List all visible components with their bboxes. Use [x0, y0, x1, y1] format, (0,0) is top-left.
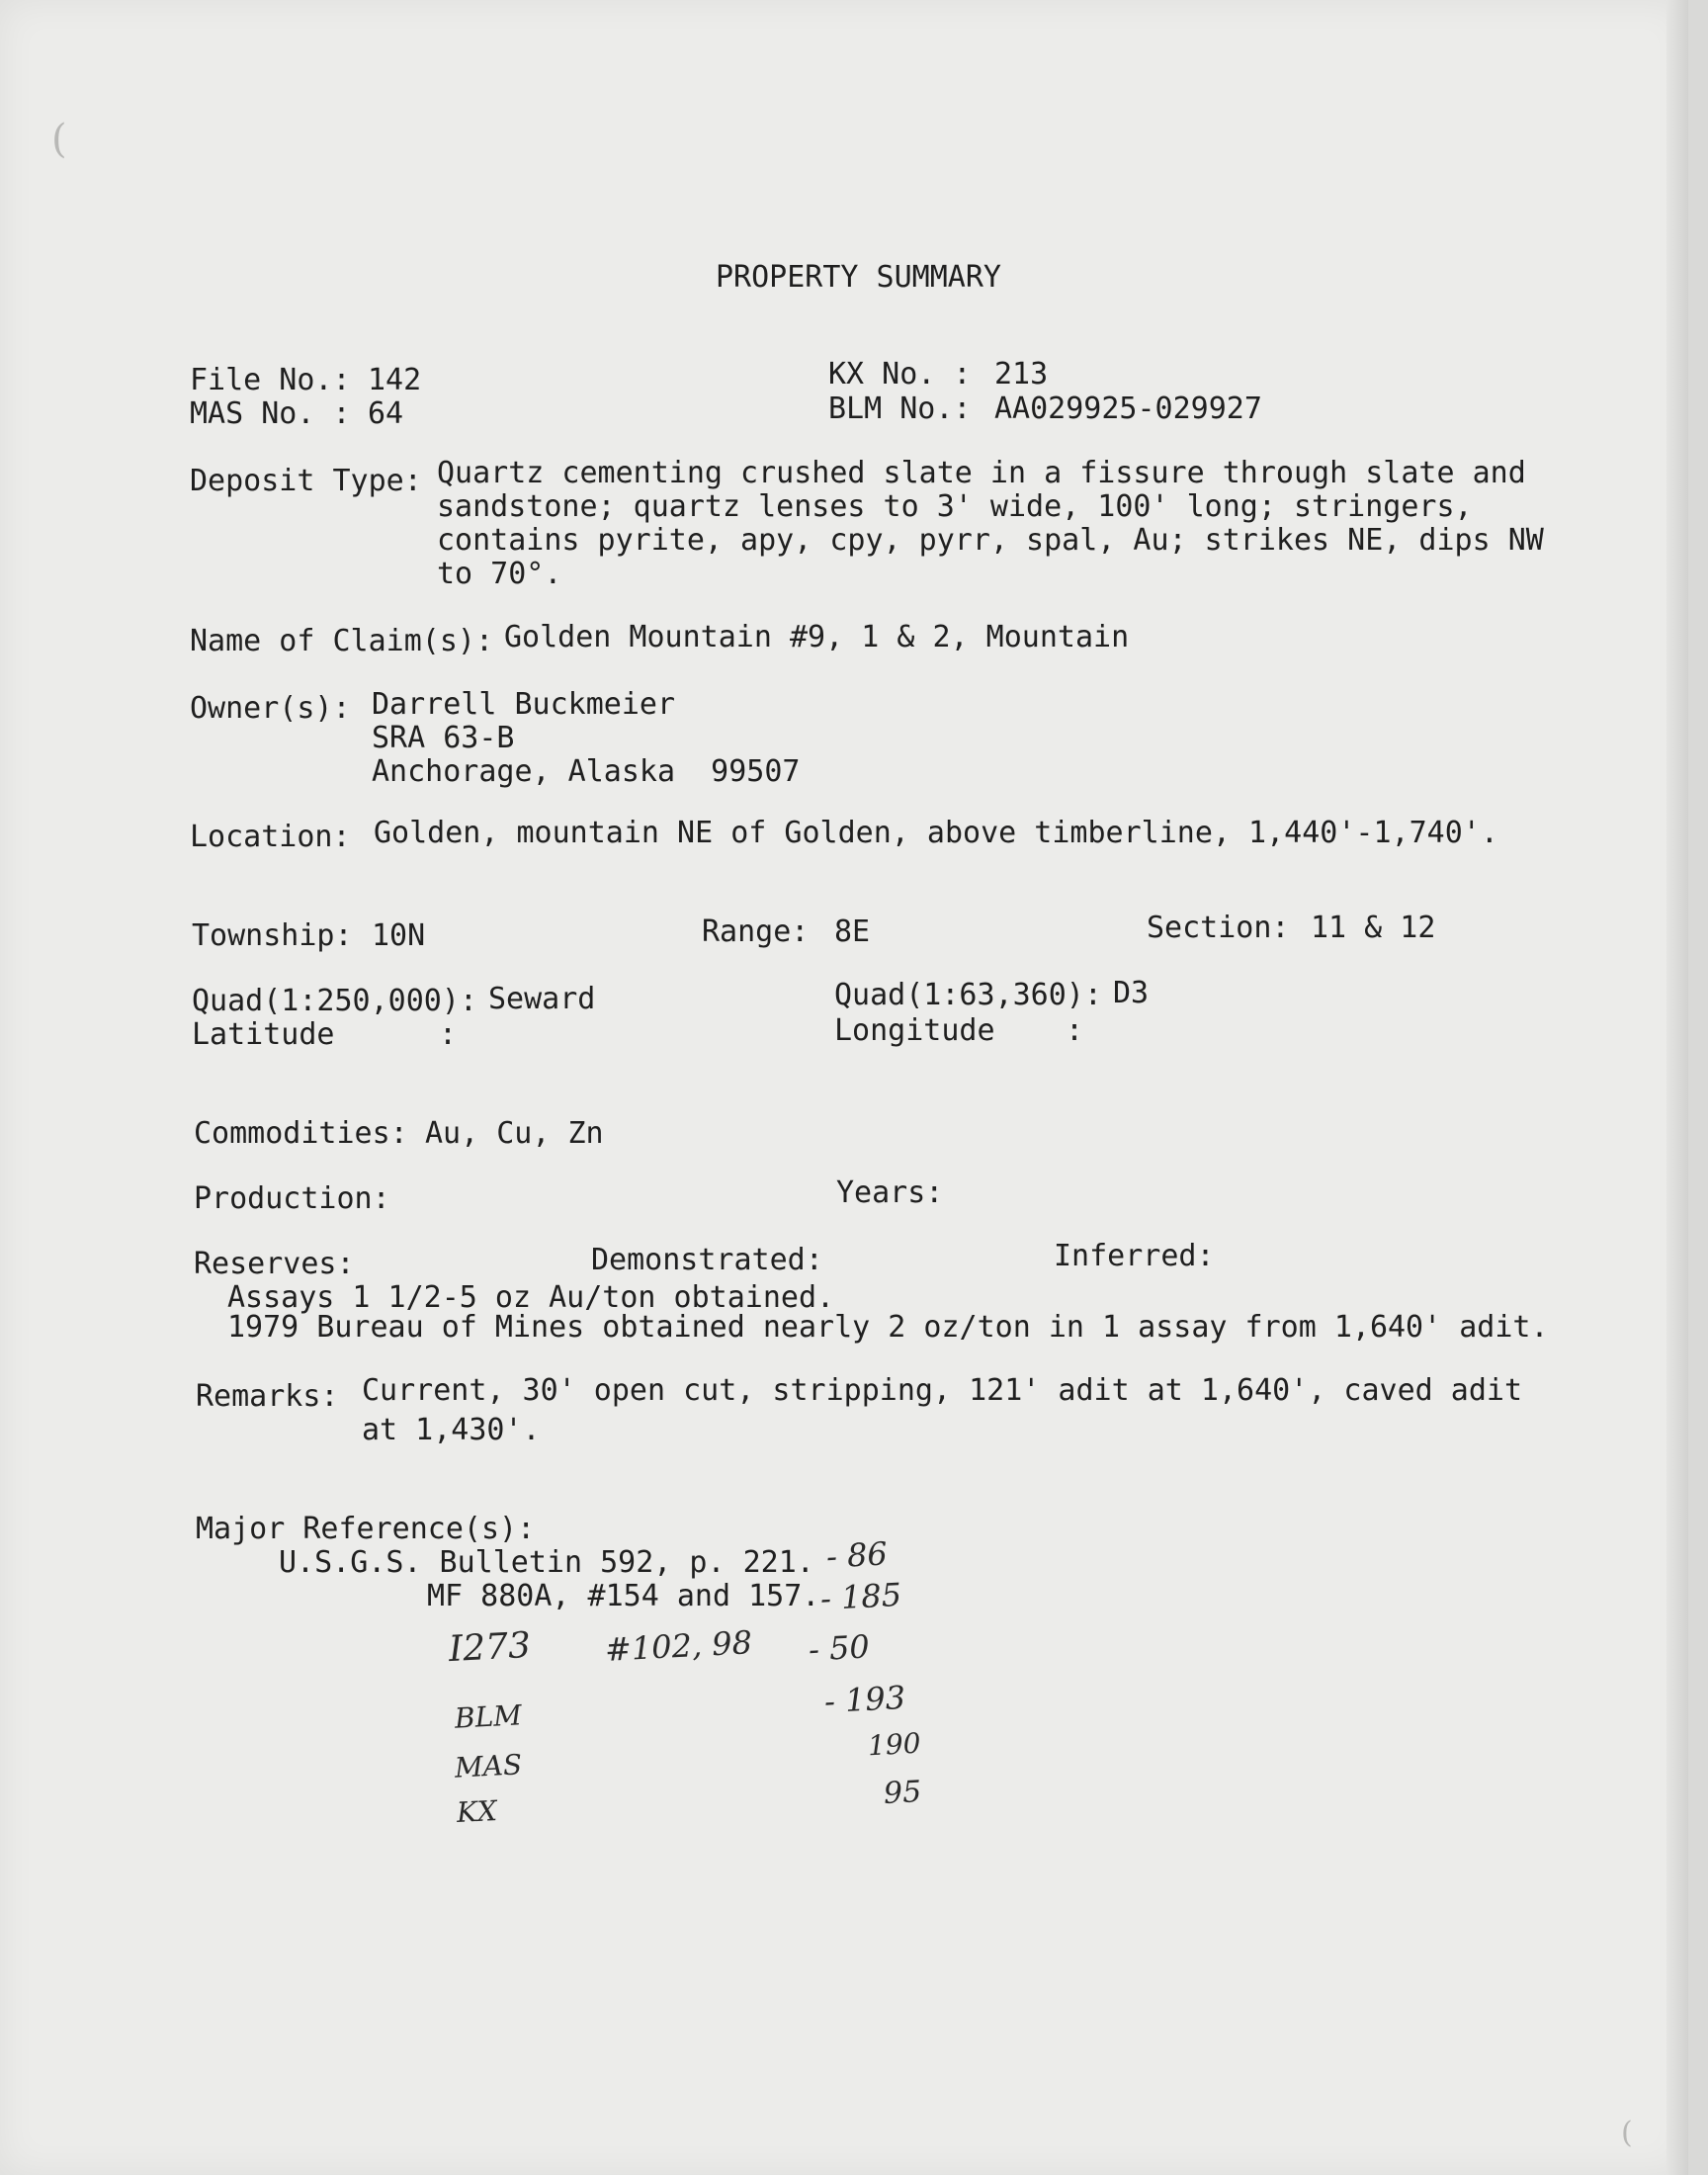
- references-label: Major Reference(s):: [196, 1512, 536, 1546]
- reserves-line: 1979 Bureau of Mines obtained nearly 2 oz/ton in 1 assay from 1,640' adit.: [227, 1310, 1549, 1345]
- township-value: 10N: [372, 918, 426, 953]
- deposit-type-label: Deposit Type:: [190, 464, 422, 498]
- quad-250-label: Quad(1:250,000):: [192, 984, 477, 1018]
- mas-no-label: MAS No. :: [190, 396, 351, 431]
- commodities-value: Au, Cu, Zn: [425, 1116, 604, 1151]
- production-label: Production:: [194, 1181, 390, 1216]
- township-label: Township:: [192, 918, 353, 953]
- scan-mark: (: [1621, 2116, 1633, 2150]
- handwritten-reference: I273: [447, 1624, 532, 1671]
- longitude-separator: :: [1066, 1013, 1084, 1048]
- years-label: Years:: [836, 1175, 944, 1210]
- latitude-separator: :: [439, 1017, 458, 1052]
- range-value: 8E: [834, 914, 871, 949]
- claims-value: Golden Mountain #9, 1 & 2, Mountain: [504, 620, 1130, 654]
- file-no-value: 142: [368, 363, 422, 397]
- page-title: PROPERTY SUMMARY: [716, 260, 1001, 295]
- section-label: Section:: [1147, 911, 1290, 945]
- reserves-inferred: Inferred:: [1054, 1239, 1215, 1273]
- reserves-demonstrated: Demonstrated:: [591, 1243, 823, 1277]
- kx-no-label: KX No. :: [828, 357, 972, 392]
- range-label: Range:: [702, 914, 810, 949]
- commodities-label: Commodities:: [194, 1116, 408, 1151]
- kx-no-value: 213: [994, 357, 1049, 392]
- handwritten-page-note: - 50: [808, 1627, 871, 1669]
- latitude-label: Latitude: [192, 1017, 335, 1052]
- deposit-type-line: to 70°.: [437, 557, 562, 591]
- location-value: Golden, mountain NE of Golden, above timberline, 1,440'-1,740'.: [374, 816, 1498, 850]
- reference-line: MF 880A, #154 and 157.: [427, 1579, 820, 1613]
- quad-250-value: Seward: [488, 982, 596, 1016]
- owner-line: SRA 63-B: [372, 721, 515, 755]
- mas-no-value: 64: [368, 396, 404, 431]
- handwritten-reference-numbers: #102, 98: [604, 1623, 753, 1669]
- owner-line: Darrell Buckmeier: [372, 687, 676, 722]
- location-label: Location:: [190, 820, 351, 854]
- remarks-label: Remarks:: [196, 1379, 339, 1414]
- handwritten-page-note: - 86: [825, 1534, 889, 1576]
- reference-line: U.S.G.S. Bulletin 592, p. 221.: [279, 1545, 814, 1580]
- deposit-type-line: Quartz cementing crushed slate in a fissure through slate and: [437, 456, 1526, 490]
- deposit-type-line: contains pyrite, apy, cpy, pyrr, spal, Au; strikes NE, dips NW: [437, 523, 1544, 558]
- claims-label: Name of Claim(s):: [190, 624, 494, 658]
- reserves-label: Reserves:: [194, 1247, 355, 1281]
- file-no-label: File No.:: [190, 363, 351, 397]
- handwritten-page-note: 95: [883, 1775, 923, 1811]
- quad-63-label: Quad(1:63,360):: [834, 978, 1102, 1012]
- deposit-type-line: sandstone; quartz lenses to 3' wide, 100' long; stringers,: [437, 489, 1473, 524]
- scan-mark: (: [51, 117, 67, 162]
- handwritten-page-note: - 193: [823, 1678, 907, 1721]
- handwritten-page-note: 190: [867, 1726, 922, 1763]
- reserves-line: Assays 1 1/2-5 oz Au/ton obtained.: [227, 1280, 835, 1315]
- remarks-line: Current, 30' open cut, stripping, 121' adit at 1,640', caved adit: [362, 1373, 1522, 1408]
- handwritten-label: KX: [456, 1793, 498, 1830]
- remarks-line: at 1,430'.: [362, 1413, 541, 1447]
- blm-no-value: AA029925-029927: [994, 392, 1262, 426]
- blm-no-label: BLM No.:: [828, 392, 972, 426]
- owners-label: Owner(s):: [190, 691, 351, 726]
- handwritten-label: BLM: [454, 1698, 523, 1735]
- quad-63-value: D3: [1113, 976, 1150, 1010]
- longitude-label: Longitude: [834, 1013, 995, 1048]
- handwritten-label: MAS: [454, 1748, 523, 1784]
- section-value: 11 & 12: [1311, 911, 1436, 945]
- owner-line: Anchorage, Alaska 99507: [372, 754, 801, 789]
- handwritten-page-note: - 185: [819, 1575, 903, 1618]
